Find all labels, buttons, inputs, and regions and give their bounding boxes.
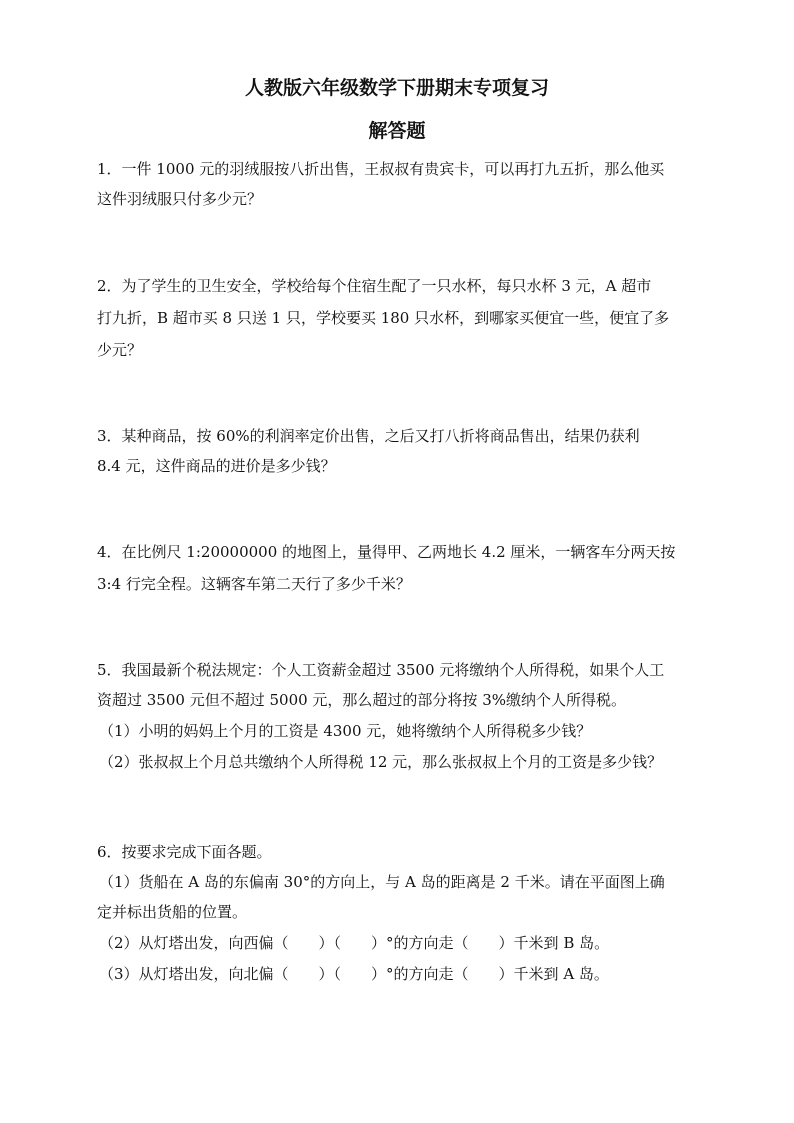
question-4-line-2: 3:4 行完全程。这辆客车第二天行了多少千米？ — [97, 575, 411, 593]
question-6-part-2: （2）从灯塔出发，向西偏（ ）（ ）°的方向走（ ）千米到 B 岛。 — [99, 934, 610, 952]
page-subtitle: 解答题 — [368, 120, 426, 142]
question-5-line-2: 资超过 3500 元但不超过 5000 元，那么超过的部分将按 3%缴纳个人所得税。 — [97, 691, 626, 709]
question-5-part-1: （1）小明的妈妈上个月的工资是 4300 元，她将缴纳个人所得税多少钱？ — [99, 722, 592, 740]
question-2-line-3: 少元？ — [97, 341, 143, 359]
question-5-part-2: （2）张叔叔上个月总共缴纳个人所得税 12 元，那么张叔叔上个月的工资是多少钱？ — [99, 753, 663, 771]
question-3-line-1: 3．某种商品，按 60%的利润率定价出售，之后又打八折将商品售出，结果仍获利 — [97, 427, 640, 445]
question-2-line-1: 2．为了学生的卫生安全，学校给每个住宿生配了一只水杯，每只水杯 3 元，A 超市 — [97, 277, 652, 295]
question-1-line-1: 1．一件 1000 元的羽绒服按八折出售，王叔叔有贵宾卡，可以再打九五折，那么他买 — [97, 160, 665, 178]
page-title: 人教版六年级数学下册期末专项复习 — [244, 77, 549, 99]
question-5-line-1: 5．我国最新个税法规定：个人工资薪金超过 3500 元将缴纳个人所得税，如果个人工 — [97, 661, 665, 679]
question-6-part-1-line-2: 定并标出货船的位置。 — [97, 903, 248, 921]
question-1-line-2: 这件羽绒服只付多少元？ — [97, 190, 263, 208]
question-3-line-2: 8.4 元，这件商品的进价是多少钱？ — [97, 457, 336, 475]
question-6-part-1-line-1: （1）货船在 A 岛的东偏南 30°的方向上，与 A 岛的距离是 2 千米。请在平面图上确 — [99, 873, 665, 891]
question-6-part-3: （3）从灯塔出发，向北偏（ ）（ ）°的方向走（ ）千米到 A 岛。 — [99, 965, 609, 983]
question-6-line-1: 6．按要求完成下面各题。 — [97, 843, 272, 861]
question-4-line-1: 4．在比例尺 1:20000000 的地图上，量得甲、乙两地长 4.2 厘米，一辆客车分两天按 — [97, 543, 676, 561]
question-2-line-2: 打九折，B 超市买 8 只送 1 只，学校要买 180 只水杯，到哪家买便宜一些，便宜了多 — [97, 309, 670, 327]
